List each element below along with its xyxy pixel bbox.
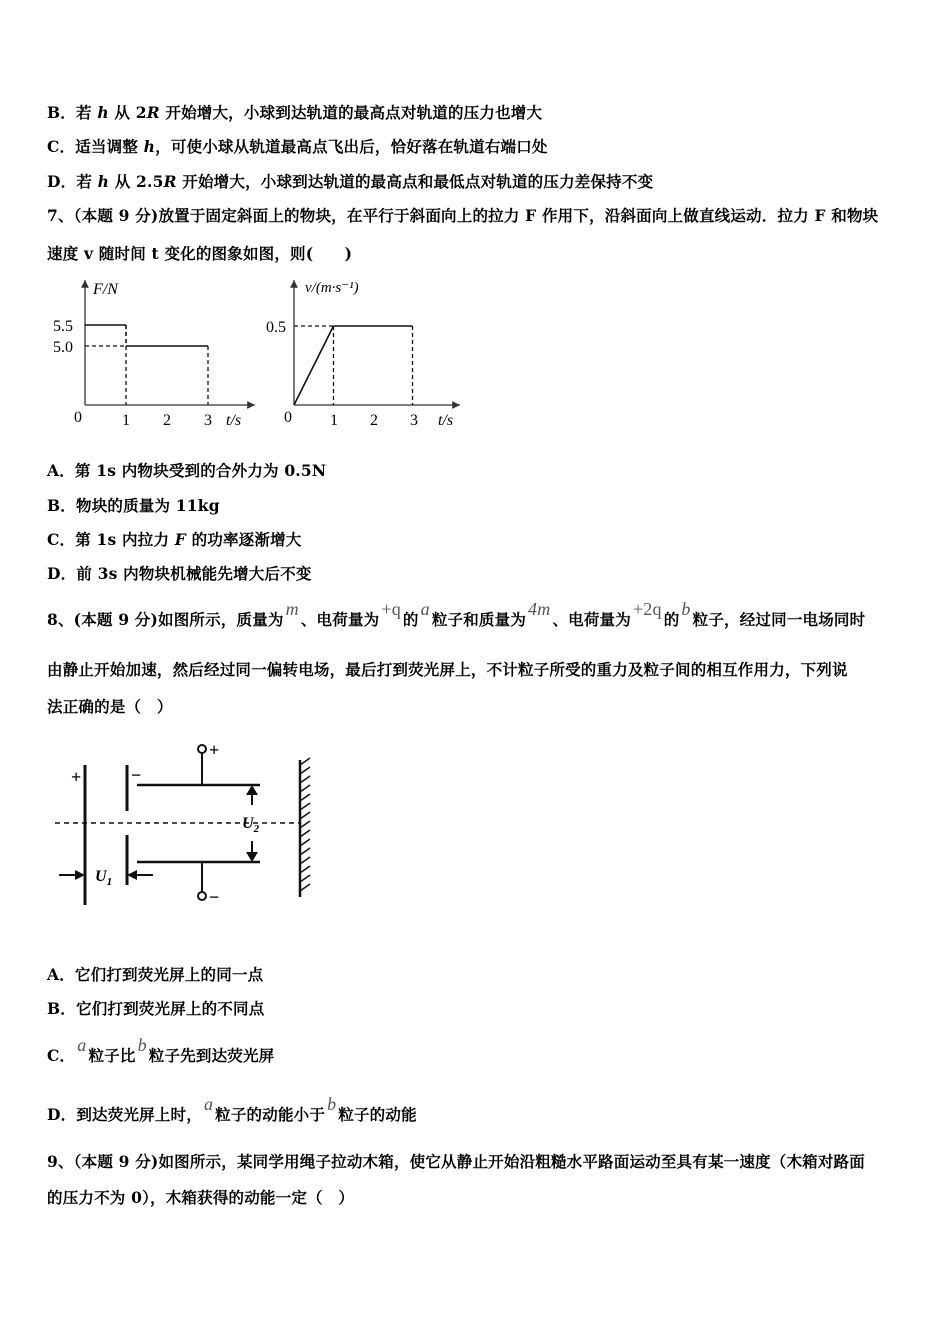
q8-stem-line2: 由静止开始加速，然后经过同一偏转电场，最后打到荧光屏上，不计粒子所受的重力及粒子间的相互作用力，下列说 (47, 660, 848, 679)
q7-option-b: B．物块的质量为 11kg (47, 496, 220, 515)
hatch-line (300, 884, 310, 891)
v-x-tick-1: 1 (330, 412, 338, 429)
f-x-label: t/s (226, 412, 242, 429)
right-plate-minus: − (131, 765, 142, 785)
terminal-plus-label: + (209, 740, 220, 760)
left-plate-plus: + (71, 767, 82, 787)
q8-option-c: C．a粒子比b粒子先到达荧光屏 (47, 1035, 275, 1065)
hatch-line (300, 830, 310, 837)
v-origin: 0 (284, 409, 292, 426)
velocity-time-graph (266, 280, 460, 429)
v-segment-0 (294, 326, 334, 405)
v-y-tick-0.5: 0.5 (266, 319, 286, 336)
u2-label: $U_2$ (242, 815, 260, 835)
hatch-line (300, 875, 310, 882)
force-time-graph (53, 280, 255, 429)
q8-option-a: A．它们打到荧光屏上的同一点 (47, 965, 264, 984)
v-x-label: t/s (438, 412, 454, 429)
v-x-tick-3: 3 (410, 412, 418, 429)
u2-arrowhead-up (246, 785, 258, 795)
hatch-line (300, 812, 310, 819)
q8-circuit-diagram (45, 735, 325, 915)
q8-option-b: B．它们打到荧光屏上的不同点 (47, 999, 265, 1018)
q8-stem-line1: 8、(本题 9 分)如图所示，质量为m、电荷量为+q的a粒子和质量为4m、电荷量为+2q的b粒子，经过同一电场同时 (47, 599, 866, 629)
hatch-line (300, 839, 310, 846)
q6-option-c: C．适当调整 h，可使小球从轨道最高点飞出后，恰好落在轨道右端口处 (47, 137, 548, 156)
q8-option-d: D．到达荧光屏上时，a粒子的动能小于b粒子的动能 (47, 1094, 417, 1124)
q6-option-d: D．若 h 从 2.5R 开始增大，小球到达轨道的最高点和最低点对轨道的压力差保持不变 (47, 172, 654, 191)
f-x-tick-2: 2 (163, 412, 171, 429)
hatch-line (300, 866, 310, 873)
q7-option-a: A．第 1s 内物块受到的合外力为 0.5N (47, 461, 327, 480)
q7-stem-line2: 速度 v 随时间 t 变化的图象如图，则( ) (47, 244, 353, 263)
q6-option-b: B．若 h 从 2R 开始增大，小球到达轨道的最高点对轨道的压力也增大 (47, 103, 543, 122)
f-y-tick-5.5: 5.5 (53, 318, 73, 335)
q9-stem-line1: 9、（本题 9 分)如图所示，某同学用绳子拉动木箱，使它从静止开始沿粗糙水平路面运动至具有某一速度（木箱对路面 (47, 1152, 865, 1171)
screen-hatching (300, 758, 310, 891)
f-y-tick-5.0: 5.0 (53, 339, 73, 356)
hatch-line (300, 785, 310, 792)
hatch-line (300, 758, 310, 765)
hatch-line (300, 794, 310, 801)
hatch-line (300, 767, 310, 774)
hatch-line (300, 857, 310, 864)
q7-graphs (40, 270, 480, 440)
f-y-label: F/N (93, 281, 118, 298)
q7-option-c: C．第 1s 内拉力 F 的功率逐渐增大 (47, 530, 302, 549)
hatch-line (300, 821, 310, 828)
hatch-line (300, 848, 310, 855)
v-x-tick-2: 2 (370, 412, 378, 429)
hatch-line (300, 776, 310, 783)
f-x-tick-1: 1 (122, 412, 130, 429)
f-origin: 0 (74, 409, 82, 426)
terminal-minus-label: − (209, 887, 220, 907)
u1-label: $U_1$ (95, 868, 113, 888)
v-series (294, 326, 413, 405)
q7-stem-line1: 7、（本题 9 分)放置于固定斜面上的物块，在平行于斜面向上的拉力 F 作用下，沿斜面向上做直线运动．拉力 F 和物块 (47, 206, 879, 225)
f-x-tick-3: 3 (204, 412, 212, 429)
q8-stem-line3: 法正确的是（ ） (47, 697, 173, 716)
negative-terminal (198, 892, 206, 900)
v-y-label: v/(m·s⁻¹) (305, 280, 359, 296)
u2-arrowhead-down (246, 852, 258, 862)
hatch-line (300, 803, 310, 810)
q9-stem-line2: 的压力不为 0），木箱获得的动能一定（ ） (47, 1188, 355, 1207)
positive-terminal (198, 745, 206, 753)
q7-option-d: D．前 3s 内物块机械能先增大后不变 (47, 564, 312, 583)
f-series (85, 325, 208, 405)
